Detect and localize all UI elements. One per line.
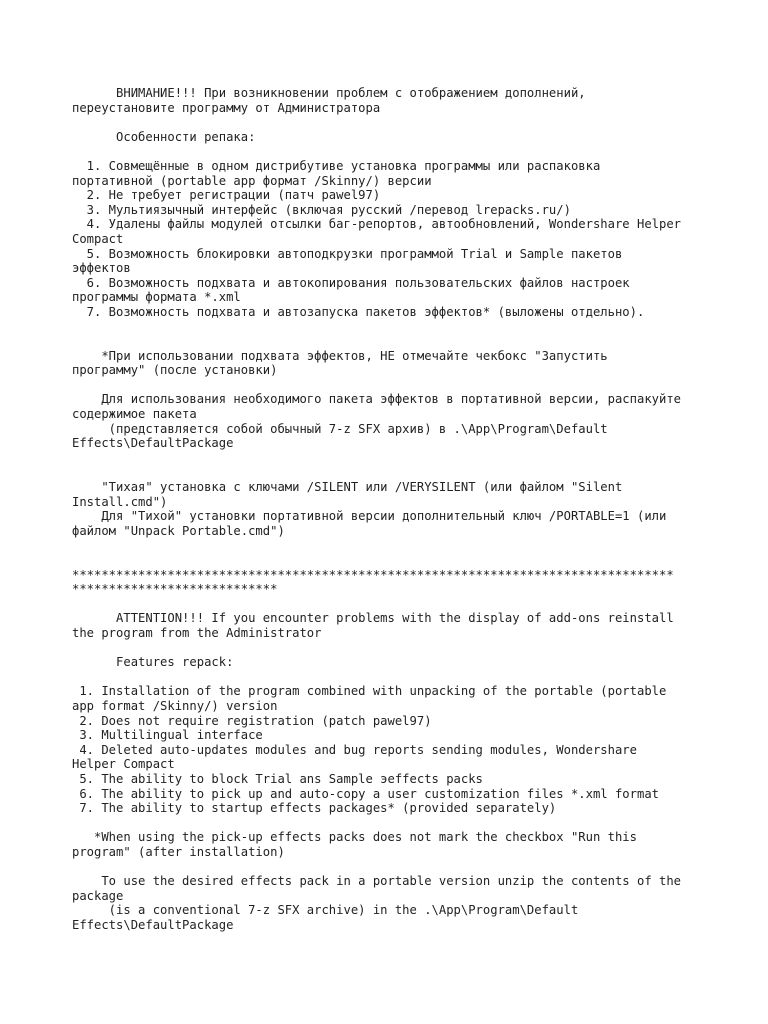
- list-item: программы формата *.xml: [72, 290, 241, 305]
- list-item: 3. Мультиязычный интерфейс (включая русский /перевод lrepacks.ru/): [72, 202, 571, 217]
- en-features-list: [72, 684, 712, 815]
- separator: ********************************************************************************** ****************************: [72, 567, 674, 597]
- list-item: 3. Multilingual interface: [72, 728, 263, 743]
- list-item: эффектов: [72, 261, 131, 276]
- list-item: портативной (portable app формат /Skinny/) версии: [72, 173, 432, 188]
- en-warning: ATTENTION!!! If you encounter problems with the display of add-ons reinstall the program from the Administrator: [72, 611, 674, 640]
- list-item: Helper Compact: [72, 757, 175, 772]
- list-item: 6. Возможность подхвата и автокопирования пользовательских файлов настроек: [72, 275, 630, 290]
- list-item: app format /Skinny/) version: [72, 698, 278, 713]
- list-item: 7. The ability to startup effects packages* (provided separately): [72, 801, 557, 816]
- ru-portable-pack: Для использования необходимого пакета эффектов в портативной версии, распакуйте содержимое пакета (представляется собой обычный 7-z SFX архив) в .\App\Program\Default Effects\DefaultPackage: [72, 392, 682, 451]
- document-page: [72, 86, 712, 932]
- list-item: 1. Installation of the program combined with unpacking of the portable (portable: [72, 684, 667, 699]
- ru-warning: ВНИМАНИЕ!!! При возникновении проблем с отображением дополнений, переустановите программу от Администратора: [72, 86, 586, 115]
- list-item: Compact: [72, 231, 124, 246]
- ru-features-list: [72, 159, 712, 320]
- en-portable-pack: To use the desired effects pack in a portable version unzip the contents of the package (is a conventional 7-z SFX archive) in the .\App\Program\Default Effects\DefaultPackage: [72, 874, 682, 932]
- ru-features-heading: Особенности репака:: [72, 129, 256, 144]
- en-note: *When using the pick-up effects packs does not mark the checkbox "Run this program" (after installation): [72, 830, 637, 859]
- ru-silent-install: "Тихая" установка с ключами /SILENT или /VERYSILENT (или файлом "Silent Install.cmd") Для "Тихой" установки портативной версии дополнительный ключ /PORTABLE=1 (или файлом "Unpack Portable.cmd"): [72, 480, 667, 538]
- en-features-heading: Features repack:: [72, 655, 234, 670]
- list-item: 5. Возможность блокировки автоподкрузки программой Trial и Sample пакетов: [72, 246, 623, 261]
- list-item: 2. Does not require registration (patch pawel97): [72, 713, 432, 728]
- list-item: 5. The ability to block Trial ans Sample эeffects packs: [72, 771, 483, 786]
- list-item: 6. The ability to pick up and auto-copy a user customization files *.xml format: [72, 786, 659, 801]
- list-item: 1. Совмещённые в одном дистрибутиве установка программы или распаковка: [72, 158, 601, 173]
- list-item: 4. Deleted auto-updates modules and bug reports sending modules, Wondershare: [72, 742, 637, 757]
- list-item: 4. Удалены файлы модулей отсылки баг-репортов, автообновлений, Wondershare Helper: [72, 217, 682, 232]
- ru-note: *При использовании подхвата эффектов, НЕ отмечайте чекбокс "Запустить программу" (после установки): [72, 348, 608, 378]
- list-item: 2. Не требует регистрации (патч pawel97): [72, 188, 381, 203]
- list-item: 7. Возможность подхвата и автозапуска пакетов эффектов* (выложены отдельно).: [72, 304, 645, 319]
